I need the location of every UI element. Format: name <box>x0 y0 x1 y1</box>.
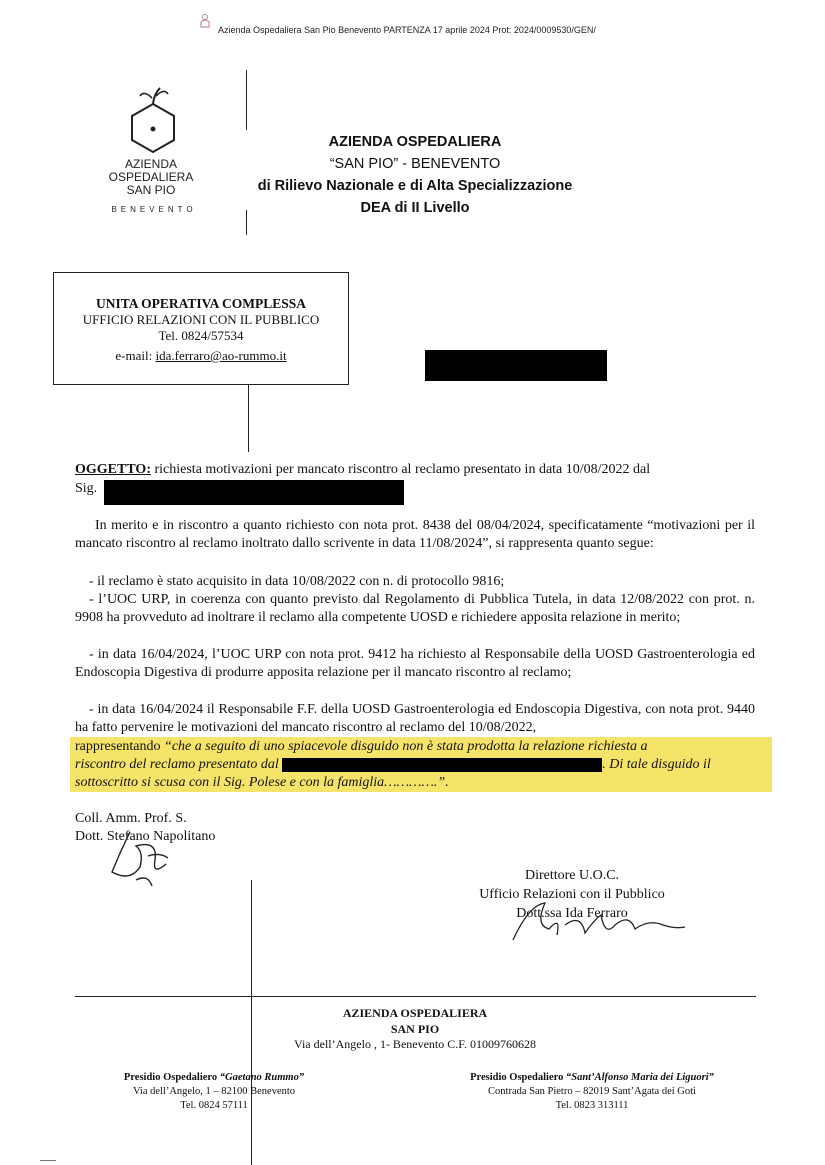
quote-text: riscontro del reclamo presentato dal <box>75 757 283 772</box>
footer-org: AZIENDA OSPEDALIERA <box>342 1006 488 1020</box>
email-link[interactable]: ida.ferraro@ao-rummo.it <box>155 348 287 363</box>
logo-city: BENEVENTO <box>111 205 197 214</box>
redaction-quote <box>282 758 602 772</box>
footer-tel: Tel. 0824 57111 <box>180 1100 248 1111</box>
body-item <box>75 738 755 756</box>
logo-text <box>96 158 206 197</box>
office-title: UNITA OPERATIVA COMPLESSA <box>95 296 307 311</box>
footer-address: Via dell’Angelo, 1 – 82100 Benevento <box>132 1086 296 1097</box>
subject-sig: Sig. <box>75 481 98 496</box>
body-item: - in data 16/04/2024 il Responsabile F.F. della UOSD Gastroenterologia ed Endoscopia Digestiva, con nota prot. 9440 ha fatto pervenire le motivazioni del mancato riscontro al reclamo del 10/08/2022, <box>75 702 755 735</box>
quote-intro: rappresentando <box>75 739 165 754</box>
logo-line: AZIENDA <box>124 157 177 171</box>
email-label: e-mail: <box>115 348 156 363</box>
quote-text: . Di tale disguido il <box>602 757 711 772</box>
footer-address: Contrada San Pietro – 82019 Sant’Agata dei Goti <box>488 1086 696 1097</box>
header-level: DEA di II Livello <box>360 200 470 216</box>
director-title: Direttore U.O.C. <box>524 868 620 883</box>
footer-hospital: “Gaetano Rummo” <box>219 1072 305 1083</box>
body-item: - l’UOC URP, in coerenza con quanto previsto dal Regolamento di Pubblica Tutela, in data 12/08/2022 con prot. n. 9908 ha provveduto ad inoltrare il reclamo alla competente UOSD e richiedere apposita relazione in merito; <box>75 592 755 625</box>
body-item: sottoscritto si scusa con il Sig. Polese e con la famiglia………….”. <box>75 775 449 790</box>
page-mark <box>40 1160 56 1161</box>
footer-left <box>86 1071 342 1113</box>
stamp-logo-icon <box>198 12 212 30</box>
director-name: Dott.ssa Ida Ferraro <box>516 906 628 921</box>
protocol-stamp: Azienda Ospedaliera San Pio Benevento PARTENZA 17 aprile 2024 Prot: 2024/0009530/GEN/ <box>218 25 596 35</box>
office-box <box>53 272 349 385</box>
handwritten-signature-left <box>100 812 190 892</box>
subject-label: OGGETTO: <box>75 462 151 477</box>
redaction-recipient <box>425 350 607 381</box>
header-org: AZIENDA OSPEDALIERA <box>328 134 502 150</box>
header-name: “SAN PIO” - BENEVENTO <box>329 156 501 172</box>
scan-line <box>248 385 249 452</box>
handwritten-signature-right <box>505 895 690 945</box>
footer-label: Presidio Ospedaliero <box>123 1072 220 1083</box>
footer-address: Via dell’Angelo , 1- Benevento C.F. 01009760628 <box>294 1037 536 1051</box>
redaction-name <box>104 480 404 505</box>
logo-line: OSPEDALIERA <box>108 170 194 184</box>
signer-name: Dott. Stefano Napolitano <box>75 829 216 844</box>
body-item: - in data 16/04/2024, l’UOC URP con nota prot. 9412 ha richiesto al Responsabile della UOSD Gastroenterologia ed Endoscopia Digestiva di produrre apposita relazione per il mancato riscontro al reclamo; <box>75 647 755 680</box>
office-subtitle: UFFICIO RELAZIONI CON IL PUBBLICO <box>82 312 320 327</box>
subject-text: richiesta motivazioni per mancato riscontro al reclamo presentato in data 10/08/2022 dal <box>150 462 651 477</box>
header-subtitle: di Rilievo Nazionale e di Alta Specializzazione <box>257 178 573 194</box>
footer-label: Presidio Ospedaliero <box>470 1072 566 1083</box>
body-intro: In merito e in riscontro a quanto richiesto con nota prot. 8438 del 08/04/2024, specificatamente “motivazioni per il mancato riscontro al reclamo inoltrato dallo scrivente in data 11/08/2024”, si rappresenta quanto segue: <box>75 518 755 551</box>
body-item <box>75 756 755 774</box>
footer-center <box>240 1006 590 1053</box>
footer-tel: Tel. 0823 313111 <box>555 1100 629 1111</box>
signer-role: Coll. Amm. Prof. S. <box>75 811 187 826</box>
footer-hospital: “Sant’Alfonso Maria dei Liguori” <box>565 1072 714 1083</box>
footer-divider <box>75 996 756 997</box>
director-office: Ufficio Relazioni con il Pubblico <box>479 887 665 902</box>
footer-right <box>425 1071 759 1113</box>
quote-text: “che a seguito di uno spiacevole disguido non è stata prodotta la relazione richiesta a <box>164 739 648 754</box>
scan-line <box>246 70 247 130</box>
hospital-logo-icon <box>118 86 194 162</box>
subject <box>75 461 755 479</box>
body-item: - il reclamo è stato acquisito in data 10/08/2022 con n. di protocollo 9816; <box>89 574 505 589</box>
footer-org: SAN PIO <box>390 1021 440 1036</box>
office-tel: Tel. 0824/57534 <box>158 328 244 343</box>
logo-line: SAN PIO <box>126 183 176 197</box>
